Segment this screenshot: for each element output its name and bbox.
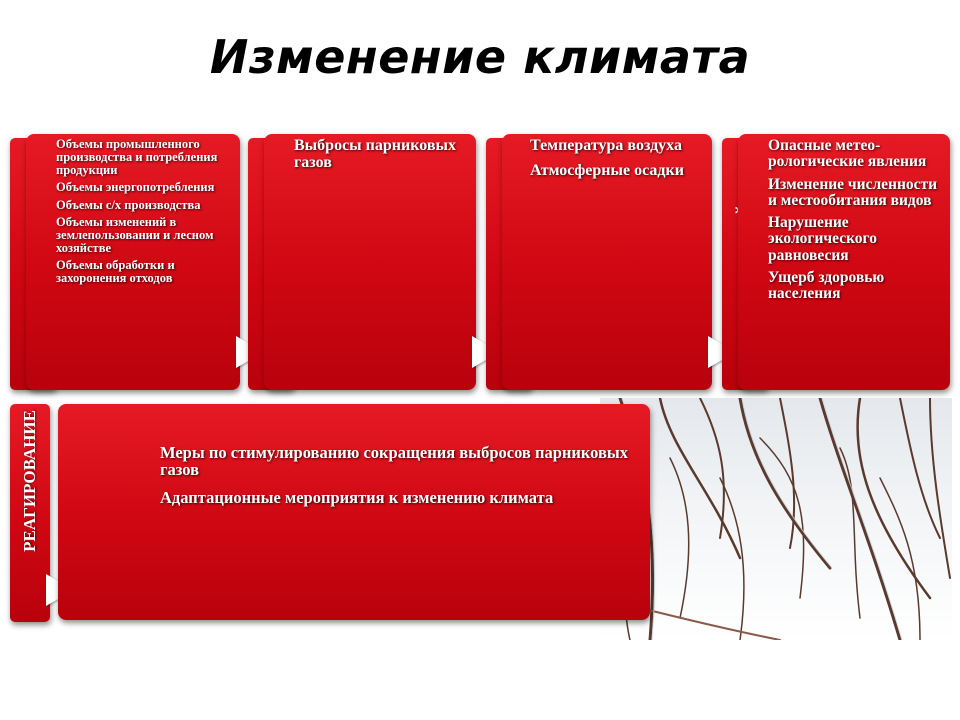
- list-item: Объемы обработки и захоронения отходов: [56, 258, 175, 286]
- list-item: Нарушение экологического равновесия: [768, 214, 877, 264]
- panel-impact: [738, 134, 950, 390]
- item-list: [56, 138, 232, 285]
- panel-pressure: [264, 134, 476, 390]
- list-item: Атмосферные осадки: [530, 161, 684, 179]
- slide-title: Изменение климата: [209, 30, 751, 84]
- tab-response: [10, 404, 50, 622]
- list-item: Объемы промышленного производства и потребления продукции: [56, 137, 218, 178]
- list-item: Объемы энергопотребления: [56, 180, 215, 195]
- list-item: Опасные метео-рологические явления: [768, 137, 927, 171]
- panel-driving-forces: [26, 134, 240, 390]
- item-list: [160, 444, 630, 506]
- list-item: Меры по стимулированию сокращения выбросов парниковых газов: [160, 443, 629, 480]
- list-item: Выбросы парниковых газов: [294, 137, 456, 171]
- list-item: Ущерб здоровью населения: [768, 268, 885, 303]
- list-item: Объемы изменений в землепользовании и лесном хозяйстве: [56, 214, 214, 255]
- list-item: Адаптационные мероприятия к изменению климата: [160, 487, 554, 507]
- tab-label: РЕАГИРОВАНИЕ: [20, 410, 39, 552]
- item-list: [294, 138, 466, 172]
- panel-response: [58, 404, 650, 620]
- list-item: Изменение численности и местообитания видов: [768, 175, 938, 209]
- panel-state: [502, 134, 712, 390]
- snowy-branches-image: [600, 398, 952, 640]
- item-list: [530, 138, 702, 180]
- list-item: Температура воздуха: [530, 137, 682, 154]
- snowy-branches-icon: [600, 398, 952, 640]
- item-list: [768, 138, 944, 302]
- list-item: Объемы с/х производства: [56, 197, 201, 212]
